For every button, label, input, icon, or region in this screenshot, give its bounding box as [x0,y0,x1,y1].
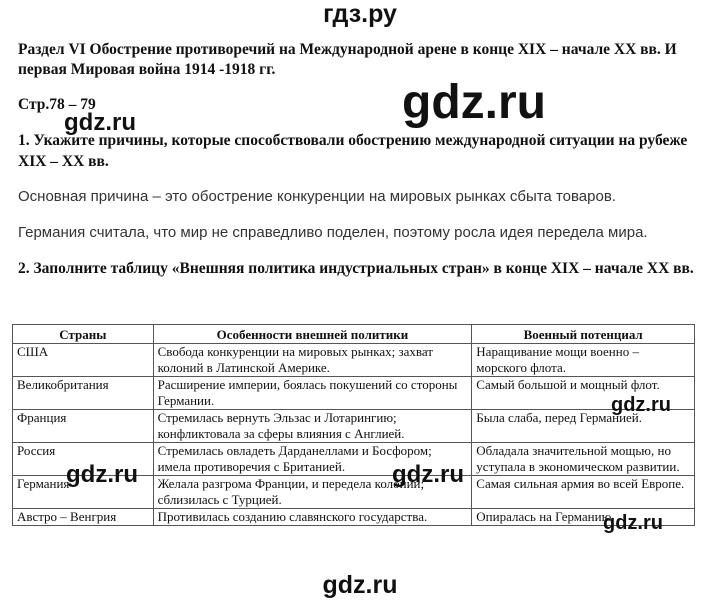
section-title: Раздел VI Обострение противоречий на Международной арене в конце XIX – начале XX вв. И первая Мировая война 1914 -1918 гг. [18,41,677,78]
table-cell: Австро – Венгрия [13,509,154,526]
table-cell: Франция [13,410,154,443]
question-2: 2. Заполните таблицу «Внешняя политика индустриальных стран» в конце XIX – начале XX вв. [18,260,694,277]
watermark: gdz.ru [392,461,464,488]
table-row [13,377,695,410]
column-header: Страны [13,325,154,344]
table-header-row [13,325,695,344]
watermark-large: gdz.ru [402,76,546,129]
table-cell: Опиралась на Германию. [472,509,695,526]
table-cell: Россия [13,443,154,476]
table-cell: Германия [13,476,154,509]
watermark: gdz.ru [603,512,663,534]
table-cell: Свобода конкуренции на мировых рынках; захват колоний в Латинской Америке. [153,344,472,377]
column-header: Военный потенциал [472,325,695,344]
table-cell: Расширение империи, боялась покушений со стороны Германии. [153,377,472,410]
watermark: gdz.ru [64,109,136,136]
table-row [13,509,695,526]
question-1: 1. Укажите причины, которые способствовали обострению международной ситуации на рубеже XIX – XX вв. [18,132,688,170]
table-cell: Обладала значительной мощью, но уступала в экономическом развитии. [472,443,695,476]
table-cell: Противилась созданию славянского государства. [153,509,472,526]
table-row [13,410,695,443]
answer-paragraph: Основная причина – это обострение конкуренции на мировых рынках сбыта товаров. [18,188,616,205]
table-cell: Желала разгрома Франции, и передела колонии; сблизилась с Турцией. [153,476,472,509]
site-footer: gdz.ru [322,571,398,599]
watermark: gdz.ru [66,461,138,488]
table-cell: Наращивание мощи военно – морского флота. [472,344,695,377]
column-header: Особенности внешней политики [153,325,472,344]
table-cell: Стремилась вернуть Эльзас и Лотарингию; конфликтовала за сферы влияния с Англией. [153,410,472,443]
watermark: gdz.ru [611,394,671,416]
answer-paragraph: Германия считала, что мир не справедливо поделен, поэтому росла идея передела мира. [18,224,648,241]
table-cell: Была слаба, перед Германией. [472,410,695,443]
table-cell: Великобритания [13,377,154,410]
table-cell: Самая сильная армия во всей Европе. [472,476,695,509]
table-cell: США [13,344,154,377]
table-cell: Стремилась овладеть Дарданеллами и Босфором; имела противоречия с Британией. [153,443,472,476]
table-cell: Самый большой и мощный флот. [472,377,695,410]
foreign-policy-table [12,324,695,526]
site-header: гдз.ру [323,0,397,28]
page-reference: Стр.78 – 79 [18,96,96,113]
table-row [13,344,695,377]
